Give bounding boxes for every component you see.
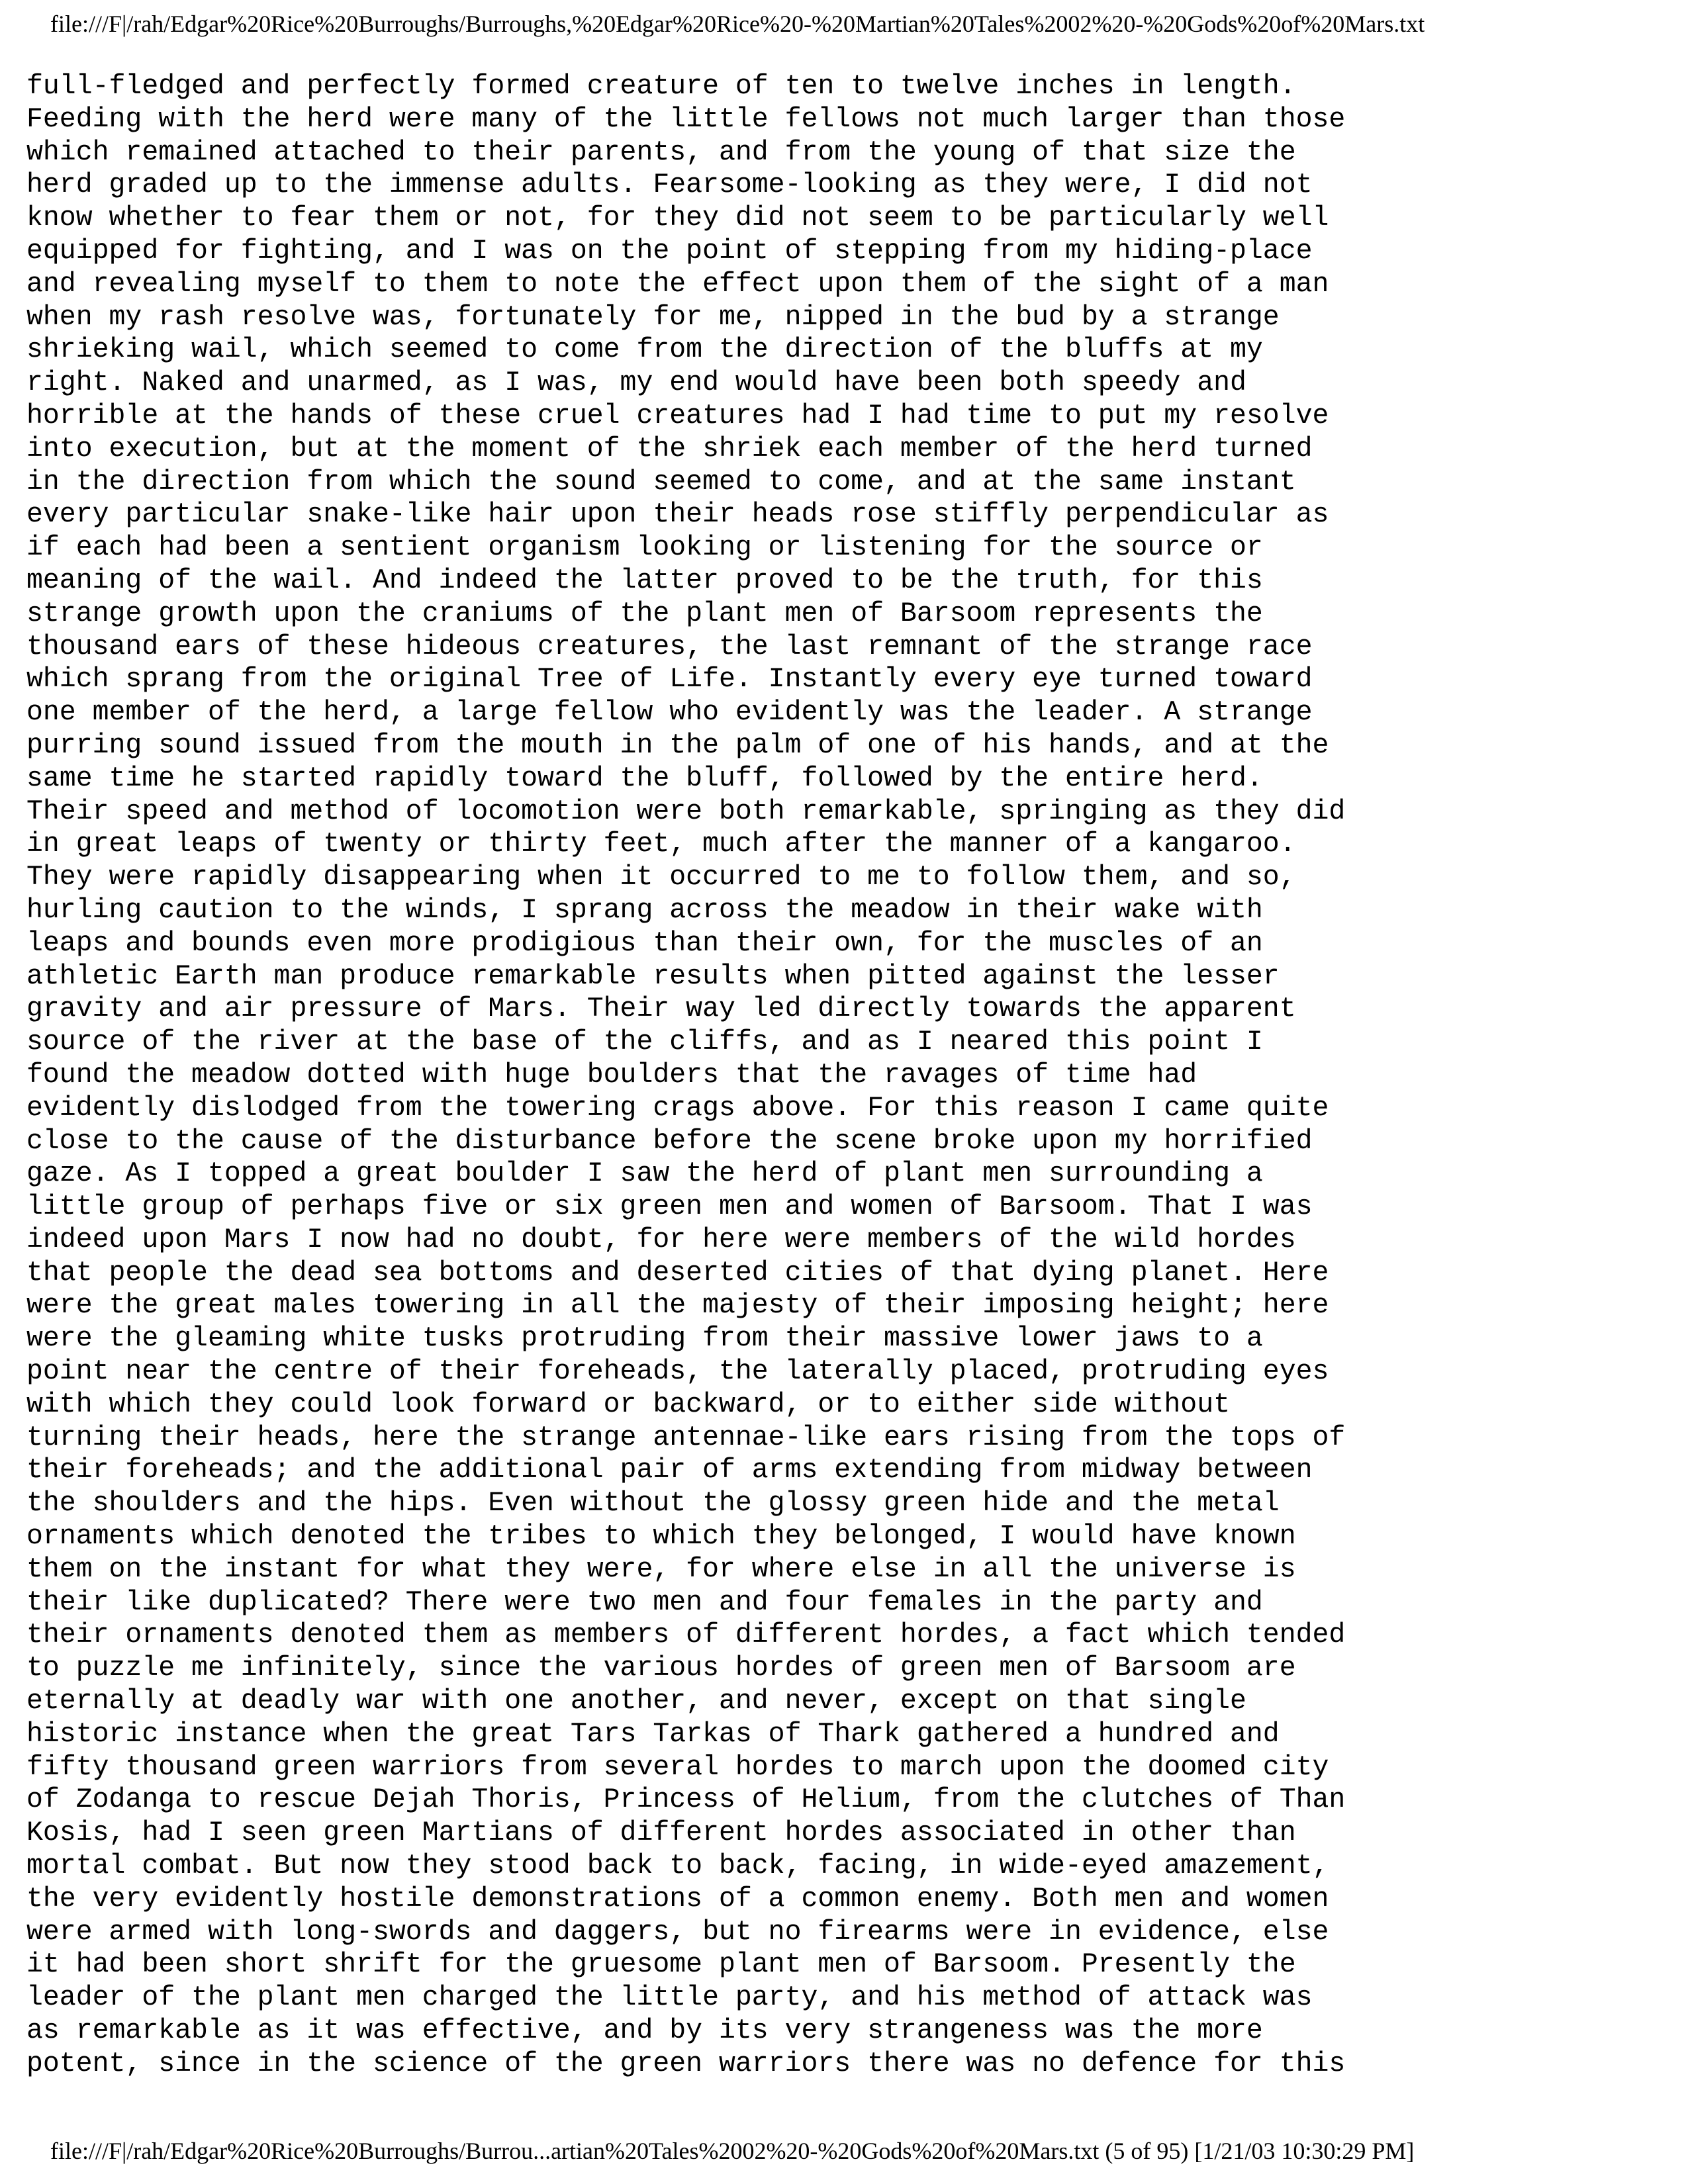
- text-line: them on the instant for what they were, for where else in all the universe is: [26, 1553, 1296, 1585]
- text-line: mortal combat. But now they stood back to back, facing, in wide-eyed amazement,: [26, 1850, 1329, 1882]
- text-line: thousand ears of these hideous creatures, the last remnant of the strange race: [26, 631, 1313, 662]
- text-line: little group of perhaps five or six green men and women of Barsoom. That I was: [26, 1191, 1313, 1223]
- text-line: it had been short shrift for the gruesome plant men of Barsoom. Presently the: [26, 1949, 1296, 1981]
- text-line: found the meadow dotted with huge boulders that the ravages of time had: [26, 1059, 1197, 1091]
- text-line: Their speed and method of locomotion were both remarkable, springing as they did: [26, 796, 1346, 827]
- text-line: fifty thousand green warriors from several hordes to march upon the doomed city: [26, 1751, 1329, 1783]
- text-line: shrieking wail, which seemed to come from the direction of the bluffs at my: [26, 334, 1263, 366]
- text-line: gravity and air pressure of Mars. Their way led directly towards the apparent: [26, 993, 1296, 1025]
- text-line: ornaments which denoted the tribes to which they belonged, I would have known: [26, 1521, 1296, 1553]
- text-line: every particular snake-like hair upon their heads rose stiffly perpendicular as: [26, 499, 1329, 531]
- text-line: athletic Earth man produce remarkable results when pitted against the lesser: [26, 960, 1280, 992]
- text-line: in the direction from which the sound seemed to come, and at the same instant: [26, 466, 1296, 498]
- text-line: in great leaps of twenty or thirty feet, much after the manner of a kangaroo.: [26, 829, 1296, 860]
- text-line: into execution, but at the moment of the shriek each member of the herd turned: [26, 433, 1313, 465]
- text-line: their foreheads; and the additional pair of arms extending from midway between: [26, 1455, 1313, 1486]
- page-footer-url: file:///F|/rah/Edgar%20Rice%20Burroughs/Burrou...artian%20Tales%2002%20-%20Gods%20of%20Mars.txt (5 of 95) [1/21/03 10:30:29 PM]: [50, 2138, 1415, 2164]
- text-line: to puzzle me infinitely, since the various hordes of green men of Barsoom are: [26, 1653, 1296, 1684]
- text-line: that people the dead sea bottoms and deserted cities of that dying planet. Here: [26, 1257, 1329, 1289]
- page-header-url: file:///F|/rah/Edgar%20Rice%20Burroughs/Burroughs,%20Edgar%20Rice%20-%20Martian%20Tales%2002%20-%20Gods%20of%20Mars.txt: [50, 11, 1425, 37]
- text-line: as remarkable as it was effective, and by its very strangeness was the more: [26, 2015, 1263, 2047]
- text-line: with which they could look forward or backward, or to either side without: [26, 1388, 1230, 1420]
- text-line: hurling caution to the winds, I sprang across the meadow in their wake with: [26, 894, 1263, 926]
- text-line: when my rash resolve was, fortunately for me, nipped in the bud by a strange: [26, 301, 1280, 333]
- text-line: purring sound issued from the mouth in the palm of one of his hands, and at the: [26, 729, 1329, 761]
- document-body-text: [26, 70, 1345, 2081]
- text-line: the shoulders and the hips. Even without the glossy green hide and the metal: [26, 1488, 1280, 1520]
- text-line: if each had been a sentient organism looking or listening for the source or: [26, 532, 1263, 564]
- text-line: full-fledged and perfectly formed creature of ten to twelve inches in length.: [26, 71, 1296, 102]
- text-line: herd graded up to the immense adults. Fearsome-looking as they were, I did not: [26, 169, 1313, 201]
- text-line: source of the river at the base of the cliffs, and as I neared this point I: [26, 1026, 1263, 1058]
- text-line: which sprang from the original Tree of Life. Instantly every eye turned toward: [26, 664, 1313, 696]
- text-line: evidently dislodged from the towering crags above. For this reason I came quite: [26, 1092, 1329, 1124]
- text-line: were armed with long-swords and daggers, but no firearms were in evidence, else: [26, 1916, 1329, 1948]
- text-line: gaze. As I topped a great boulder I saw the herd of plant men surrounding a: [26, 1158, 1263, 1190]
- text-line: and revealing myself to them to note the effect upon them of the sight of a man: [26, 268, 1329, 300]
- text-line: the very evidently hostile demonstrations of a common enemy. Both men and women: [26, 1883, 1329, 1915]
- text-line: which remained attached to their parents, and from the young of that size the: [26, 136, 1296, 168]
- text-line: strange growth upon the craniums of the plant men of Barsoom represents the: [26, 598, 1263, 629]
- text-line: right. Naked and unarmed, as I was, my end would have been both speedy and: [26, 367, 1246, 399]
- text-line: their ornaments denoted them as members of different hordes, a fact which tended: [26, 1619, 1346, 1651]
- text-line: historic instance when the great Tars Tarkas of Thark gathered a hundred and: [26, 1718, 1280, 1750]
- text-line: They were rapidly disappearing when it occurred to me to follow them, and so,: [26, 862, 1296, 893]
- text-line: were the great males towering in all the majesty of their imposing height; here: [26, 1290, 1329, 1322]
- text-line: know whether to fear them or not, for they did not seem to be particularly well: [26, 203, 1329, 234]
- text-line: of Zodanga to rescue Dejah Thoris, Princess of Helium, from the clutches of Than: [26, 1784, 1346, 1816]
- text-line: one member of the herd, a large fellow who evidently was the leader. A strange: [26, 697, 1313, 729]
- text-line: their like duplicated? There were two men and four females in the party and: [26, 1586, 1263, 1618]
- text-line: Kosis, had I seen green Martians of different hordes associated in other than: [26, 1817, 1296, 1849]
- text-line: potent, since in the science of the green warriors there was no defence for this: [26, 2048, 1346, 2079]
- text-line: equipped for fighting, and I was on the point of stepping from my hiding-place: [26, 235, 1313, 267]
- text-line: same time he started rapidly toward the bluff, followed by the entire herd.: [26, 762, 1263, 794]
- text-line: point near the centre of their foreheads, the laterally placed, protruding eyes: [26, 1356, 1329, 1388]
- text-line: were the gleaming white tusks protruding from their massive lower jaws to a: [26, 1323, 1263, 1355]
- text-line: indeed upon Mars I now had no doubt, for here were members of the wild hordes: [26, 1224, 1296, 1255]
- text-line: meaning of the wail. And indeed the latter proved to be the truth, for this: [26, 565, 1263, 596]
- text-line: leader of the plant men charged the little party, and his method of attack was: [26, 1982, 1313, 2014]
- text-line: turning their heads, here the strange antennae-like ears rising from the tops of: [26, 1422, 1346, 1453]
- text-line: Feeding with the herd were many of the little fellows not much larger than those: [26, 103, 1346, 135]
- text-line: eternally at deadly war with one another, and never, except on that single: [26, 1686, 1246, 1717]
- text-line: close to the cause of the disturbance before the scene broke upon my horrified: [26, 1125, 1313, 1157]
- text-line: horrible at the hands of these cruel creatures had I had time to put my resolve: [26, 400, 1329, 432]
- text-line: leaps and bounds even more prodigious than their own, for the muscles of an: [26, 927, 1263, 959]
